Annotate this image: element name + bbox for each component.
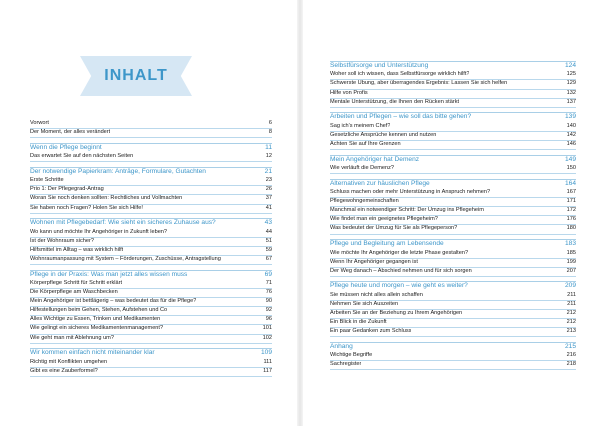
toc-entry[interactable] — [30, 195, 272, 204]
chapter-title: Pflege heute und morgen – wie geht es weiter? — [330, 282, 468, 290]
chapter-title: Pflege in der Praxis: Was man jetzt alles wissen muss — [30, 270, 188, 278]
entry-page-number: 101 — [262, 325, 272, 332]
entry-title: Schwerste Übung, aber überragendes Ergebnis: Lassen Sie sich helfen — [330, 80, 508, 87]
toc-entry[interactable] — [330, 352, 576, 361]
chapter-title: Selbstfürsorge und Unterstützung — [330, 62, 429, 69]
chapter-entries — [330, 123, 576, 150]
entry-title: Sachregister — [330, 361, 362, 368]
chapter-page-number: 209 — [564, 282, 576, 290]
entry-page-number: 6 — [268, 120, 272, 126]
entry-page-number: 211 — [567, 291, 576, 298]
chapter-heading[interactable] — [330, 342, 576, 352]
chapter-page-number: 11 — [265, 143, 272, 151]
chapter-page-number: 21 — [264, 167, 272, 175]
toc-entry[interactable] — [330, 250, 576, 259]
toc-chapter — [330, 239, 576, 277]
toc-entry[interactable] — [330, 71, 576, 80]
chapter-title: Der notwendige Papierkram: Anträge, Formulare, Gutachten — [30, 167, 206, 175]
toc-entry[interactable] — [330, 310, 576, 319]
entry-title: Arbeiten Sie an der Beziehung zu Ihrem Angehörigen — [330, 310, 463, 316]
entry-title: Hilfsmittel im Alltag – was wirklich hilft — [30, 246, 124, 253]
entry-title: Hilfe von Profis — [330, 89, 368, 96]
chapter-entries — [330, 165, 576, 174]
chapter-page-number: 139 — [564, 113, 576, 121]
entry-title: Körperpflege Schritt für Schritt erklärt — [30, 279, 123, 286]
entry-page-number: 96 — [265, 316, 272, 323]
toc-chapter — [30, 167, 272, 214]
entry-page-number: 180 — [566, 225, 576, 232]
entry-page-number: 213 — [566, 328, 576, 335]
entry-title: Hilfestellungen beim Gehen, Stehen, Aufstehen und Co — [30, 307, 168, 314]
toc-entry[interactable] — [30, 368, 272, 377]
right-page — [303, 0, 600, 426]
toc-entry[interactable] — [30, 229, 272, 238]
chapter-entries — [30, 280, 272, 344]
toc-entry[interactable] — [30, 316, 272, 325]
toc-chapter — [330, 61, 576, 108]
chapter-page-number: 69 — [264, 270, 272, 278]
entry-title: Der Weg danach – Abschied nehmen und für sich sorgen — [330, 267, 472, 274]
entry-title: Mein Angehöriger ist bettlägerig – was bedeutet das für die Pflege? — [30, 298, 197, 305]
entry-page-number: 41 — [265, 204, 272, 211]
toc-entry[interactable] — [330, 301, 576, 310]
toc-entry[interactable] — [330, 216, 576, 225]
entry-page-number: 142 — [566, 131, 576, 138]
chapter-entries — [30, 359, 272, 377]
toc-entry[interactable] — [30, 359, 272, 368]
chapter-page-number: 215 — [564, 342, 576, 350]
entry-title: Prio 1: Der Pflegegrad-Antrag — [30, 186, 104, 193]
toc-entry[interactable] — [330, 189, 576, 198]
entry-page-number: 212 — [566, 310, 576, 316]
entry-page-number: 8 — [268, 129, 272, 136]
contents-banner — [80, 56, 192, 96]
chapter-heading[interactable] — [30, 348, 272, 358]
toc-left — [30, 120, 272, 377]
toc-entry[interactable] — [30, 129, 272, 138]
toc-entry[interactable] — [30, 325, 272, 334]
toc-chapter — [30, 218, 272, 265]
entry-page-number: 211 — [567, 300, 576, 307]
entry-title: Wohnraumanpassung mit System – Förderungen, Zuschüsse, Antragstellung — [30, 255, 221, 262]
chapter-page-number: 164 — [564, 179, 576, 187]
toc-chapter — [330, 112, 576, 150]
entry-title: Woher soll ich wissen, dass Selbstfürsorge wirklich hilft? — [330, 71, 470, 78]
entry-title: Wie findet man ein geeignetes Pflegeheim? — [330, 216, 438, 223]
chapter-heading[interactable] — [330, 61, 576, 71]
toc-entry[interactable] — [330, 165, 576, 174]
entry-title: Sie haben noch Fragen? Holen Sie sich Hilfe! — [30, 204, 143, 211]
entry-page-number: 117 — [263, 367, 272, 374]
chapter-heading[interactable] — [330, 179, 576, 189]
entry-page-number: 111 — [263, 358, 272, 365]
entry-page-number: 92 — [265, 307, 272, 314]
chapter-entries — [30, 177, 272, 213]
toc-entry[interactable] — [330, 198, 576, 207]
toc-entry[interactable] — [330, 292, 576, 301]
chapter-entries — [330, 250, 576, 277]
toc-entry[interactable] — [330, 259, 576, 268]
toc-entry[interactable] — [30, 289, 272, 298]
entry-title: Nehmen Sie sich Auszeiten — [330, 300, 399, 307]
entry-title: Wie geht man mit Ablehnung um? — [30, 334, 114, 341]
toc-chapter — [330, 155, 576, 174]
chapter-heading[interactable] — [30, 167, 272, 177]
chapter-heading[interactable] — [330, 112, 576, 122]
entry-page-number: 125 — [566, 71, 576, 78]
toc-chapter — [30, 143, 272, 162]
entry-title: Die Körperpflege am Waschbecken — [30, 289, 118, 296]
entry-title: Manchmal ein notwendiger Schritt: Der Umzug ins Pflegeheim — [330, 207, 484, 214]
chapter-title: Alternativen zur häuslichen Pflege — [330, 179, 430, 187]
toc-chapter — [30, 270, 272, 344]
entry-page-number: 207 — [566, 267, 576, 274]
entry-page-number: 129 — [566, 80, 576, 87]
chapter-entries — [30, 153, 272, 162]
entry-page-number: 172 — [566, 207, 576, 214]
chapter-title: Wenn die Pflege beginnt — [30, 143, 102, 151]
toc-entry[interactable] — [330, 268, 576, 277]
toc-entry[interactable] — [330, 141, 576, 150]
entry-title: Wie verläuft die Demenz? — [330, 165, 395, 172]
toc-entry[interactable] — [30, 256, 272, 265]
entry-title: Mentale Unterstützung, die Ihnen den Rücken stärkt — [330, 98, 460, 105]
entry-title: Wie möchte Ihr Angehöriger die letzte Phase gestalten? — [330, 249, 469, 256]
chapter-title: Wir kommen einfach nicht miteinander klar — [30, 349, 155, 357]
chapter-page-number: 109 — [260, 349, 272, 357]
entry-page-number: 176 — [566, 216, 576, 223]
entry-page-number: 37 — [265, 195, 272, 202]
toc-entry[interactable] — [30, 177, 272, 186]
toc-entry[interactable] — [330, 99, 576, 108]
toc-chapter — [30, 348, 272, 377]
toc-right — [330, 61, 576, 370]
chapter-title: Mein Angehöriger hat Demenz — [330, 155, 420, 163]
entry-page-number: 212 — [566, 319, 576, 326]
toc-entry[interactable] — [30, 280, 272, 289]
entry-title: Woran Sie noch denken sollten: Rechtliches und Vollmachten — [30, 195, 183, 202]
chapter-heading[interactable] — [30, 270, 272, 280]
toc-entry[interactable] — [330, 90, 576, 99]
toc-entry[interactable] — [30, 238, 272, 247]
entry-page-number: 71 — [265, 279, 272, 286]
toc-entry[interactable] — [330, 80, 576, 89]
toc-intro — [30, 120, 272, 138]
entry-page-number: 102 — [262, 334, 272, 341]
entry-title: Gesetzliche Ansprüche kennen und nutzen — [330, 131, 437, 138]
toc-chapters — [30, 143, 272, 377]
toc-entry[interactable] — [30, 298, 272, 307]
entry-page-number: 171 — [566, 198, 576, 205]
entry-page-number: 76 — [265, 289, 272, 296]
chapter-heading[interactable] — [30, 218, 272, 228]
entry-page-number: 132 — [566, 89, 576, 96]
entry-page-number: 216 — [566, 352, 576, 359]
entry-page-number: 218 — [566, 361, 576, 368]
entry-page-number: 167 — [566, 189, 576, 196]
chapter-title: Arbeiten und Pflegen – wie soll das bitte gehen? — [330, 113, 472, 121]
toc-entry[interactable] — [330, 361, 576, 370]
entry-title: Wo kann und möchte Ihr Angehöriger in Zukunft leben? — [30, 228, 168, 235]
chapter-heading[interactable] — [330, 281, 576, 291]
entry-title: Achten Sie auf Ihre Grenzen — [330, 140, 401, 147]
chapter-title: Wohnen mit Pflegebedarf: Wie sieht ein sicheres Zuhause aus? — [30, 219, 216, 227]
entry-title: Wie gelingt ein sicheres Medikamentenmanagement? — [30, 325, 164, 332]
entry-title: Pflegewohngemeinschaften — [330, 198, 399, 205]
chapter-entries — [30, 229, 272, 265]
entry-page-number: 137 — [566, 98, 576, 105]
entry-title: Der Moment, der alles verändert — [30, 129, 111, 136]
toc-chapter — [330, 179, 576, 235]
chapter-title: Pflege und Begleitung am Lebensende — [330, 240, 444, 248]
toc-entry[interactable] — [30, 153, 272, 162]
left-page — [0, 0, 297, 426]
entry-title: Schluss machen oder mehr Unterstützung in Anspruch nehmen? — [330, 189, 491, 196]
entry-page-number: 12 — [265, 153, 272, 160]
entry-title: Ein Blick in die Zukunft — [330, 319, 387, 326]
entry-page-number: 26 — [265, 186, 272, 193]
toc-entry[interactable] — [30, 335, 272, 344]
entry-page-number: 150 — [566, 165, 576, 172]
entry-title: Wichtige Begriffe — [330, 352, 373, 359]
entry-title: Sie müssen nicht alles allein schaffen — [330, 291, 423, 298]
entry-title: Richtig mit Konflikten umgehen — [30, 358, 108, 365]
entry-page-number: 51 — [265, 237, 272, 244]
entry-title: Ein paar Gedanken zum Schluss — [330, 328, 412, 335]
chapter-heading[interactable] — [330, 239, 576, 249]
entry-title: Ist der Wohnraum sicher? — [30, 237, 94, 244]
chapter-heading[interactable] — [330, 155, 576, 165]
toc-entry[interactable] — [30, 186, 272, 195]
toc-entry[interactable] — [330, 328, 576, 337]
entry-title: Wenn Ihr Angehöriger gegangen ist — [330, 258, 418, 265]
toc-entry[interactable] — [330, 319, 576, 328]
chapter-entries — [330, 292, 576, 337]
entry-page-number: 146 — [566, 140, 576, 147]
toc-entry[interactable] — [330, 132, 576, 141]
entry-page-number: 23 — [265, 177, 272, 184]
toc-entry[interactable] — [330, 207, 576, 216]
chapter-heading[interactable] — [30, 143, 272, 153]
toc-entry[interactable] — [30, 247, 272, 256]
toc-entry[interactable] — [30, 307, 272, 316]
entry-title: Erste Schritte — [30, 177, 64, 184]
toc-entry[interactable] — [330, 123, 576, 132]
entry-title: Vorwort — [30, 120, 49, 126]
toc-entry[interactable] — [30, 205, 272, 214]
chapter-page-number: 43 — [264, 219, 272, 227]
toc-entry[interactable] — [330, 225, 576, 234]
entry-page-number: 140 — [566, 122, 576, 129]
entry-page-number: 67 — [265, 255, 272, 262]
entry-title: Alles Wichtige zu Essen, Trinken und Medikamenten — [30, 316, 161, 323]
entry-page-number: 44 — [265, 228, 272, 235]
chapter-page-number: 124 — [564, 62, 576, 69]
toc-chapter — [330, 342, 576, 371]
contents-title: INHALT — [104, 67, 168, 84]
entry-page-number: 59 — [265, 246, 272, 253]
chapter-entries — [330, 352, 576, 370]
chapter-title: Anhang — [330, 342, 353, 350]
chapter-page-number: 183 — [564, 240, 576, 248]
entry-title: Sag ich's meinem Chef? — [330, 122, 391, 129]
entry-page-number: 199 — [566, 258, 576, 265]
entry-page-number: 90 — [265, 298, 272, 305]
entry-title: Was bedeutet der Umzug für Sie als Pflegeperson? — [330, 225, 458, 232]
entry-title: Das erwartet Sie auf den nächsten Seiten — [30, 153, 134, 160]
chapter-page-number: 149 — [564, 155, 576, 163]
entry-title: Gibt es eine Zauberformel? — [30, 367, 98, 374]
chapter-entries — [330, 71, 576, 107]
entry-page-number: 185 — [566, 249, 576, 256]
toc-chapter — [330, 281, 576, 337]
chapter-entries — [330, 189, 576, 234]
toc-entry[interactable] — [30, 120, 272, 129]
